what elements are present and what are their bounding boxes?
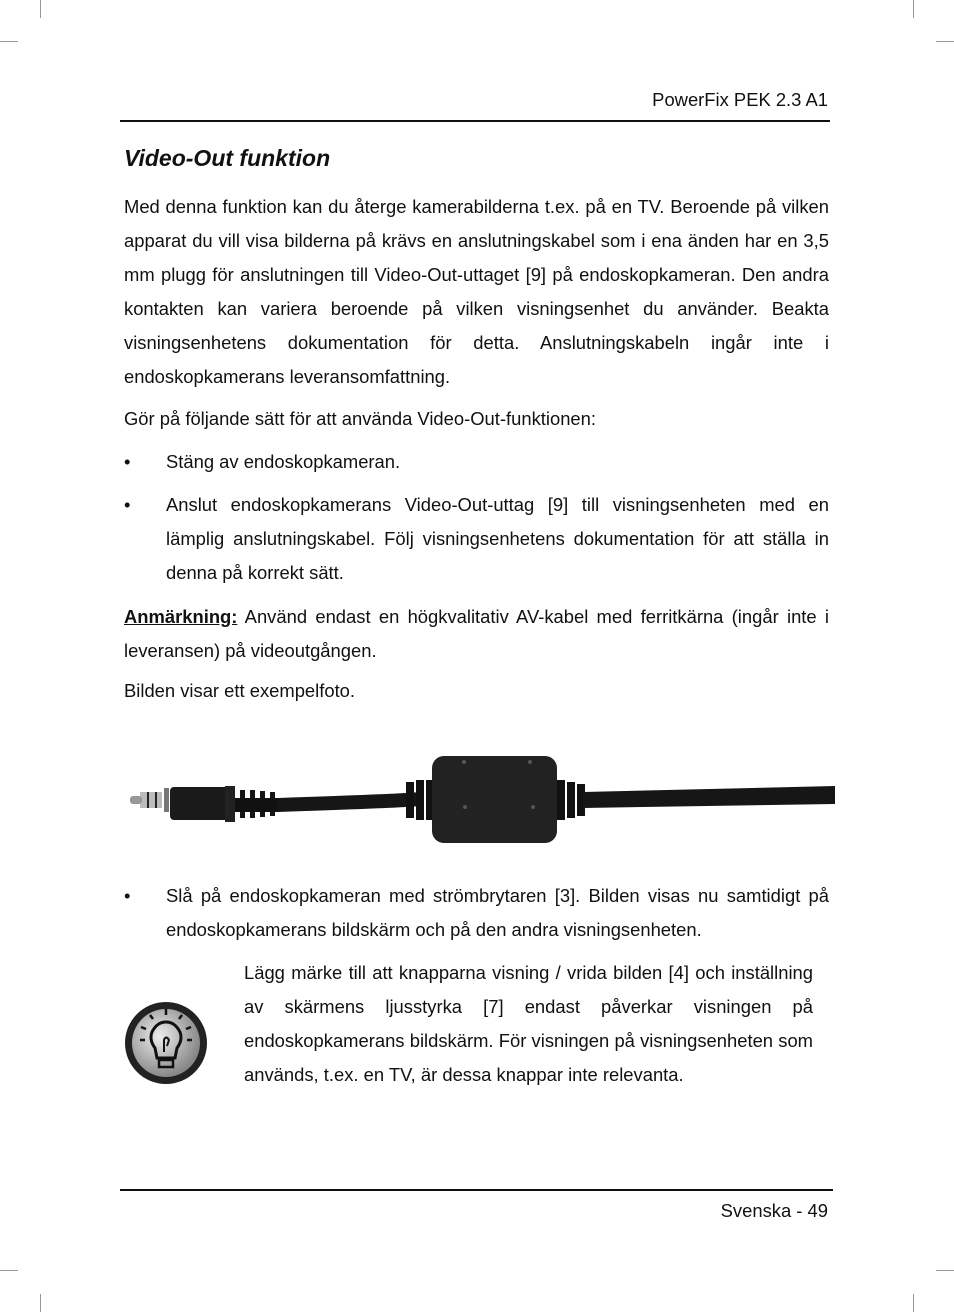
bullet-icon: • (124, 451, 131, 472)
cable (278, 792, 420, 812)
header-rule (120, 120, 830, 122)
footer-rule (120, 1189, 833, 1191)
lightbulb-tip-icon (123, 1000, 209, 1086)
crop-mark (936, 41, 954, 42)
crop-mark (40, 1294, 41, 1312)
crop-mark (913, 0, 914, 18)
bullet-text: Stäng av endoskopkameran. (166, 451, 401, 472)
header-title: PowerFix PEK 2.3 A1 (652, 89, 828, 110)
av-cable-photo (120, 740, 835, 860)
ferrite-core (432, 756, 557, 843)
crop-mark (0, 1270, 18, 1271)
section-heading: Video-Out funktion (124, 145, 331, 171)
bullet-icon: • (124, 885, 131, 906)
bullet-icon: • (124, 494, 131, 515)
bullet-item (124, 879, 829, 947)
bullet-text: Slå på endoskopkameran med strömbrytaren [3]. Bilden visas nu samtidigt på endoskopkamerans bildskärm och på den andra visningsenheten. (166, 885, 829, 940)
plug-tip (140, 792, 162, 808)
steps-intro: Gör på följande sätt för att använda Video-Out-funktionen: (124, 408, 596, 429)
image-caption: Bilden visar ett exempelfoto. (124, 680, 356, 701)
bullet-item (124, 488, 829, 590)
crop-mark (913, 1294, 914, 1312)
tip-text: Lägg märke till att knapparna visning / vrida bilden [4] och inställning av skärmens ljusstyrka [7] endast påverkar visningen på endoskopkamerans bildskärm. För visningen på visningsenheten som används, t.ex. en TV, är dessa knappar inte relevanta. (244, 962, 813, 1085)
bullet-text: Anslut endoskopkamerans Video-Out-uttag [9] till visningsenheten med en lämplig anslutningskabel. Följ visningsenhetens dokumentation för att ställa in denna på korrekt sätt. (166, 494, 829, 583)
crop-mark (40, 0, 41, 18)
page-number: Svenska - 49 (720, 1200, 828, 1221)
bullet-item (124, 445, 829, 479)
plug-housing (170, 787, 230, 820)
crop-mark (0, 41, 18, 42)
intro-paragraph: Med denna funktion kan du återge kamerabilderna t.ex. på en TV. Beroende på vilken apparat du vill visa bilderna på krävs en anslutningskabel som i ena änden har en 3,5 mm plugg för anslutningen till Video-Out-uttaget [9] på endoskopkameran. Den andra kontakten kan variera beroende på vilken visningsenhet du använder. Beakta visningsenhetens dokumentation för detta. Anslutningskabeln ingår inte i endoskopkamerans leveransomfattning. (124, 196, 829, 387)
remark-paragraph (124, 600, 829, 668)
remark-label: Anmärkning: (124, 606, 238, 627)
crop-mark (936, 1270, 954, 1271)
remark-text: Använd endast en högkvalitativ AV-kabel med ferritkärna (ingår inte i leveransen) på videoutgången. (124, 606, 829, 661)
